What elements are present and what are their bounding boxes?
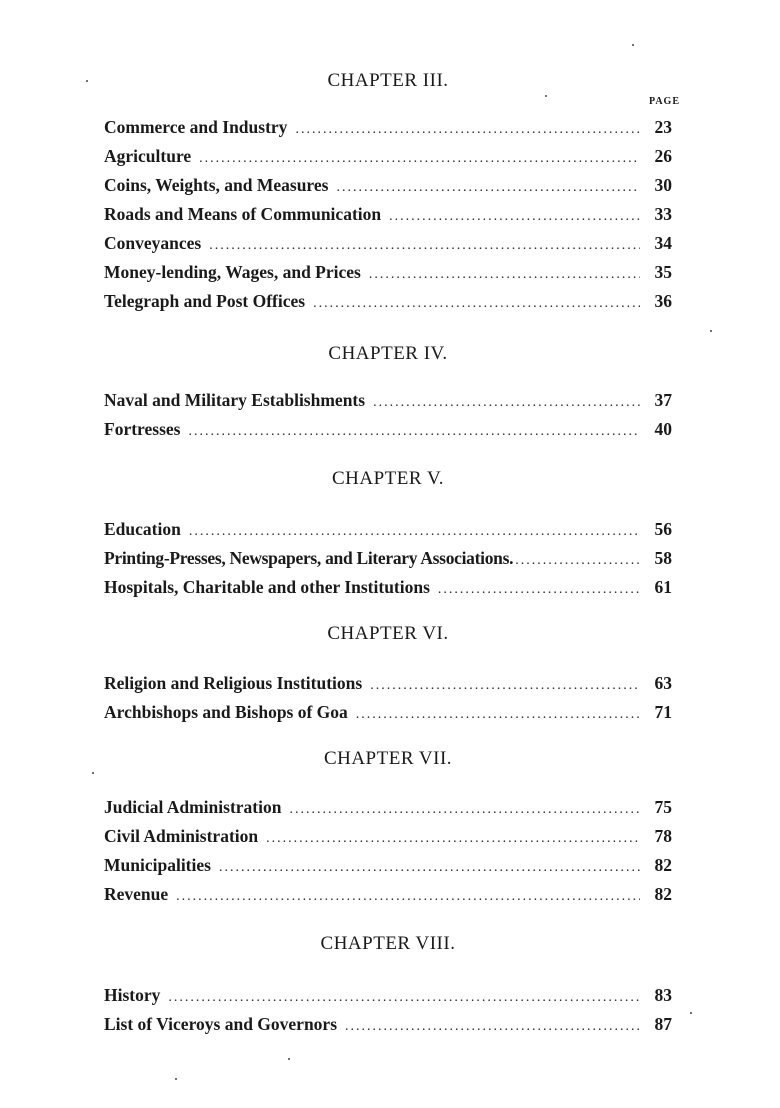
entry-page-number: 33 <box>654 204 672 224</box>
scan-speck <box>288 1058 290 1060</box>
entry-label: Archbishops and Bishops of Goa <box>104 702 348 722</box>
dot-leader <box>370 671 640 700</box>
toc-entry[interactable] <box>104 171 672 200</box>
dot-leader <box>176 882 640 911</box>
dot-leader <box>289 795 640 824</box>
toc-entry[interactable] <box>104 200 672 229</box>
entry-label: Revenue <box>104 884 169 904</box>
dot-leader <box>168 983 640 1012</box>
chapter-vii <box>104 746 672 909</box>
toc-entry[interactable] <box>104 415 672 444</box>
entry-page-number: 83 <box>654 985 672 1005</box>
chapter-entries <box>104 669 672 727</box>
entry-page-number: 82 <box>654 855 672 875</box>
entry-page-number: 26 <box>654 146 672 166</box>
entry-label: Agriculture <box>104 146 192 166</box>
entry-page-number: 75 <box>654 797 672 817</box>
dot-leader <box>356 700 640 729</box>
dot-leader <box>336 173 640 202</box>
entry-label: Naval and Military Establishments <box>104 390 366 410</box>
toc-entry[interactable] <box>104 698 672 727</box>
dot-leader <box>438 575 640 604</box>
dot-leader <box>515 546 640 575</box>
chapter-iii <box>104 68 680 316</box>
toc-entry[interactable] <box>104 113 672 142</box>
scan-speck <box>175 1078 177 1080</box>
dot-leader <box>345 1012 640 1041</box>
entry-label: Telegraph and Post Offices <box>104 291 306 311</box>
scan-speck <box>632 44 634 46</box>
dot-leader <box>313 289 640 318</box>
toc-entry[interactable] <box>104 573 672 602</box>
toc-entry[interactable] <box>104 822 672 851</box>
entry-label: Education <box>104 519 181 539</box>
entry-label: Money-lending, Wages, and Prices <box>104 262 361 282</box>
toc-entry[interactable] <box>104 287 672 316</box>
entry-label: Religion and Religious Institutions <box>104 673 363 693</box>
chapter-iv <box>104 341 672 444</box>
chapter-entries <box>104 981 672 1039</box>
toc-entry[interactable] <box>104 880 672 909</box>
dot-leader <box>188 417 640 446</box>
toc-entry[interactable] <box>104 515 672 544</box>
entry-label: Coins, Weights, and Measures <box>104 175 329 195</box>
entry-page-number: 78 <box>654 826 672 846</box>
page-column-label: PAGE <box>648 96 680 107</box>
chapter-entries <box>104 793 672 909</box>
toc-entry[interactable] <box>104 1010 672 1039</box>
dot-leader <box>295 115 640 144</box>
dot-leader <box>189 517 640 546</box>
toc-entry[interactable] <box>104 544 672 573</box>
scan-speck <box>86 80 88 82</box>
entry-page-number: 36 <box>654 291 672 311</box>
entry-page-number: 30 <box>654 175 672 195</box>
chapter-title: CHAPTER VII. <box>323 748 453 769</box>
chapter-vi <box>104 621 672 727</box>
scan-speck <box>92 772 94 774</box>
entry-label: Hospitals, Charitable and other Institutions <box>104 577 430 597</box>
entry-label: Conveyances <box>104 233 202 253</box>
chapter-title: CHAPTER VI. <box>327 623 449 644</box>
entry-page-number: 37 <box>654 390 672 410</box>
toc-entry[interactable] <box>104 386 672 415</box>
chapter-title: CHAPTER IV. <box>328 343 448 364</box>
dot-leader <box>373 388 640 417</box>
entry-label: Printing-Presses, Newspapers, and Literary Associations. <box>104 548 514 568</box>
scan-speck <box>545 95 547 97</box>
chapter-v <box>104 466 672 602</box>
entry-page-number: 58 <box>654 548 672 568</box>
entry-page-number: 56 <box>654 519 672 539</box>
toc-entry[interactable] <box>104 793 672 822</box>
toc-entry[interactable] <box>104 229 672 258</box>
entry-page-number: 61 <box>654 577 672 597</box>
toc-entry[interactable] <box>104 258 672 287</box>
entry-label: History <box>104 985 161 1005</box>
toc-entry[interactable] <box>104 851 672 880</box>
entry-label: Commerce and Industry <box>104 117 288 137</box>
toc-entry[interactable] <box>104 142 672 171</box>
chapter-title: CHAPTER III. <box>327 70 449 91</box>
chapter-title: CHAPTER VIII. <box>320 933 456 954</box>
entry-label: Judicial Administration <box>104 797 282 817</box>
entry-page-number: 40 <box>654 419 672 439</box>
entry-label: List of Viceroys and Governors <box>104 1014 338 1034</box>
entry-page-number: 71 <box>654 702 672 722</box>
entry-label: Roads and Means of Communication <box>104 204 382 224</box>
dot-leader <box>219 853 640 882</box>
chapter-viii <box>104 931 672 1039</box>
entry-page-number: 87 <box>654 1014 672 1034</box>
entry-label: Civil Administration <box>104 826 259 846</box>
chapter-title: CHAPTER V. <box>332 468 444 489</box>
entry-page-number: 23 <box>654 117 672 137</box>
entry-page-number: 82 <box>654 884 672 904</box>
scan-speck <box>710 330 712 332</box>
chapter-entries <box>104 386 672 444</box>
dot-leader <box>389 202 640 231</box>
toc-entry[interactable] <box>104 669 672 698</box>
entry-label: Fortresses <box>104 419 181 439</box>
toc-entry[interactable] <box>104 981 672 1010</box>
dot-leader <box>209 231 640 260</box>
dot-leader <box>266 824 640 853</box>
entry-page-number: 34 <box>654 233 672 253</box>
scan-speck <box>690 1012 692 1014</box>
entry-page-number: 35 <box>654 262 672 282</box>
dot-leader <box>199 144 640 173</box>
chapter-entries <box>104 113 672 316</box>
dot-leader <box>369 260 640 289</box>
chapter-entries <box>104 515 672 602</box>
entry-label: Municipalities <box>104 855 211 875</box>
entry-page-number: 63 <box>654 673 672 693</box>
